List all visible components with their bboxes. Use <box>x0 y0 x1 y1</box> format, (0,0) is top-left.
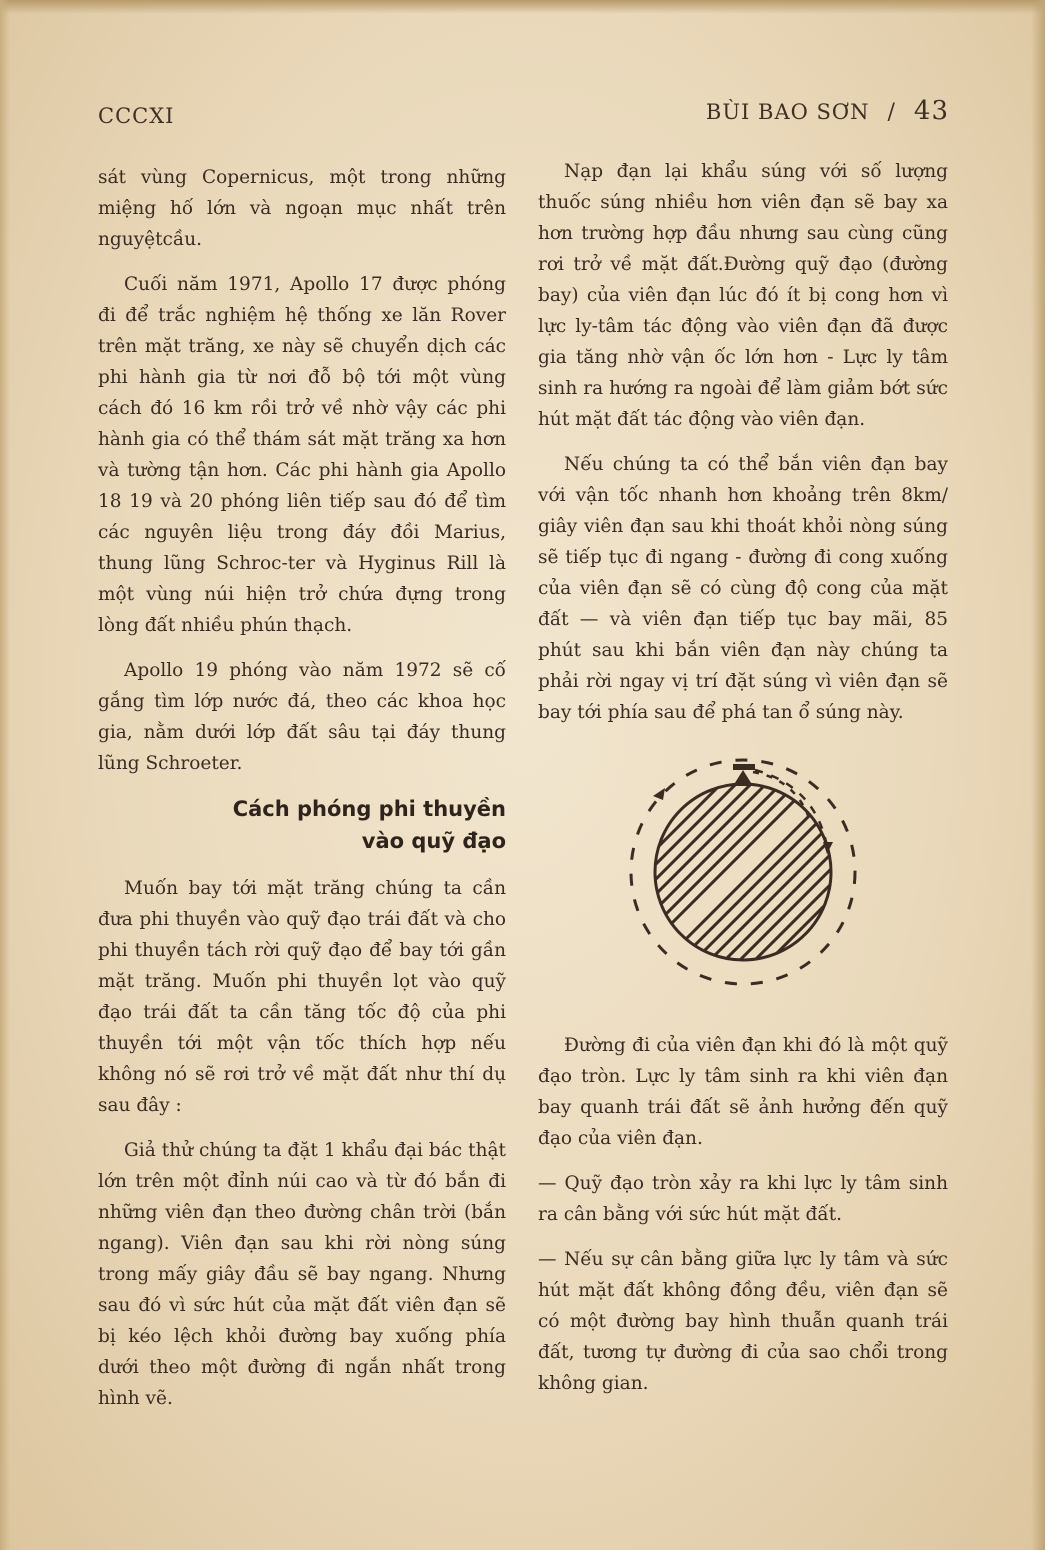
paragraph: Apollo 19 phóng vào năm 1972 sẽ cố gắng tìm lớp nước đá, theo các khoa học gia, nằm dưới lớp đất sâu tại đáy thung lũng Schroeter. <box>98 660 506 774</box>
list-item: — Quỹ đạo tròn xảy ra khi lực ly tâm sinh ra cân bằng với sức hút mặt đất. <box>538 1173 948 1225</box>
list-item: — Nếu sự cân bằng giữa lực ly tâm và sức hút mặt đất không đồng đều, viên đạn sẽ có một đường bay hình thuẫn quanh trái đất, tương tự đường đi của sao chổi trong không gian. <box>538 1249 948 1394</box>
section-heading-line: Cách phóng phi thuyền <box>232 797 506 821</box>
mountain-cannon-icon <box>733 770 753 786</box>
header-separator: / <box>887 100 896 125</box>
paragraph: Muốn bay tới mặt trăng chúng ta cần đưa phi thuyền vào quỹ đạo trái đất và cho phi thuyền tách rời quỹ đạo để bay tới gần mặt trăng. Muốn phi thuyền lọt vào quỹ đạo trái đất ta cần tăng tốc độ của phi thuyền tới một vận tốc thích hợp nếu không nó sẽ rơi trở về mặt đất như thí dụ sau đây : <box>98 878 506 1116</box>
left-column <box>98 162 506 1428</box>
figure-caption: Đường đi của viên đạn khi đó là một quỹ đạo tròn. Lực ly tâm sinh ra khi viên đạn bay quanh trái đất sẽ ảnh hưởng đến quỹ đạo của viên đạn. <box>538 1035 948 1149</box>
paragraph: Nạp đạn lại khẩu súng với số lượng thuốc súng nhiều hơn viên đạn sẽ bay xa hơn trường hợp đầu nhưng sau cùng cũng rơi trở về mặt đất.Đường quỹ đạo (đường bay) của viên đạn lúc đó ít bị cong hơn vì lực ly-tâm tác động vào viên đạn đã được gia tăng nhờ vận ốc lớn hơn - Lực ly tâm sinh ra hướng ra ngoài để làm giảm bớt sức hút mặt đất tác động vào viên đạn. <box>538 161 948 430</box>
paragraph: Nếu chúng ta có thể bắn viên đạn bay với vận tốc nhanh hơn khoảng trên 8km/ giây viên đạn sau khi thoát khỏi nòng súng sẽ tiếp tục đi ngang - đường đi cong xuống của viên đạn sẽ có cùng độ cong của mặt đất — và viên đạn tiếp tục bay mãi, 85 phút sau khi bắn viên đạn này chúng ta phải rời ngay vị trí đặt súng vì viên đạn sẽ bay tới phía sau để phá tan ổ súng này. <box>538 454 948 723</box>
paragraph: Giả thử chúng ta đặt 1 khẩu đại bác thật lớn trên một đỉnh núi cao và từ đó bắn đi những viên đạn theo đường chân trời (bắn ngang). Viên đạn sau khi rời nòng súng trong mấy giây đầu sẽ bay ngang. Nhưng sau đó vì sức hút của mặt đất viên đạn sẽ bị kéo lệch khỏi đường bay xuống phía dưới theo một đường đi ngắn nhất trong hình vẽ. <box>98 1140 506 1409</box>
arrow-head-icon <box>653 788 665 800</box>
page-edge-shadow-top <box>0 0 1045 14</box>
page-edge-shadow-left <box>0 0 10 1550</box>
page-edge-shadow-right <box>1031 0 1045 1550</box>
paragraph: Cuối năm 1971, Apollo 17 được phóng đi để trắc nghiệm hệ thống xe lăn Rover trên mặt trăng, xe này sẽ chuyển dịch các phi hành gia từ nơi đỗ bộ tới một vùng cách đó 16 km rồi trở về nhờ vậy các phi hành gia có thể thám sát mặt trăng xa hơn và tường tận hơn. Các phi hành gia Apollo 18 19 và 20 phóng liên tiếp sau đó để tìm các nguyên liệu trong đáy đồi Marius, thung lũng Schroc-ter và Hyginus Rill là một vùng núi hiện trở chứa đựng trong lòng đất nhiều phún thạch. <box>98 274 506 636</box>
page-number: 43 <box>913 96 949 126</box>
section-heading <box>98 793 506 857</box>
author-name: BÙI BAO SƠN <box>705 100 870 124</box>
section-heading-line: vào quỹ đạo <box>361 829 506 853</box>
orbit-diagram <box>613 742 873 1002</box>
right-column <box>538 156 948 1413</box>
orbit-figure <box>538 742 948 1012</box>
paragraph: sát vùng Copernicus, một trong những miệng hố lớn và ngoạn mục nhất trên nguyệtcầu. <box>98 167 506 250</box>
cannon-barrel <box>733 764 755 770</box>
running-header <box>706 96 949 126</box>
issue-number: CCCXI <box>98 104 175 128</box>
